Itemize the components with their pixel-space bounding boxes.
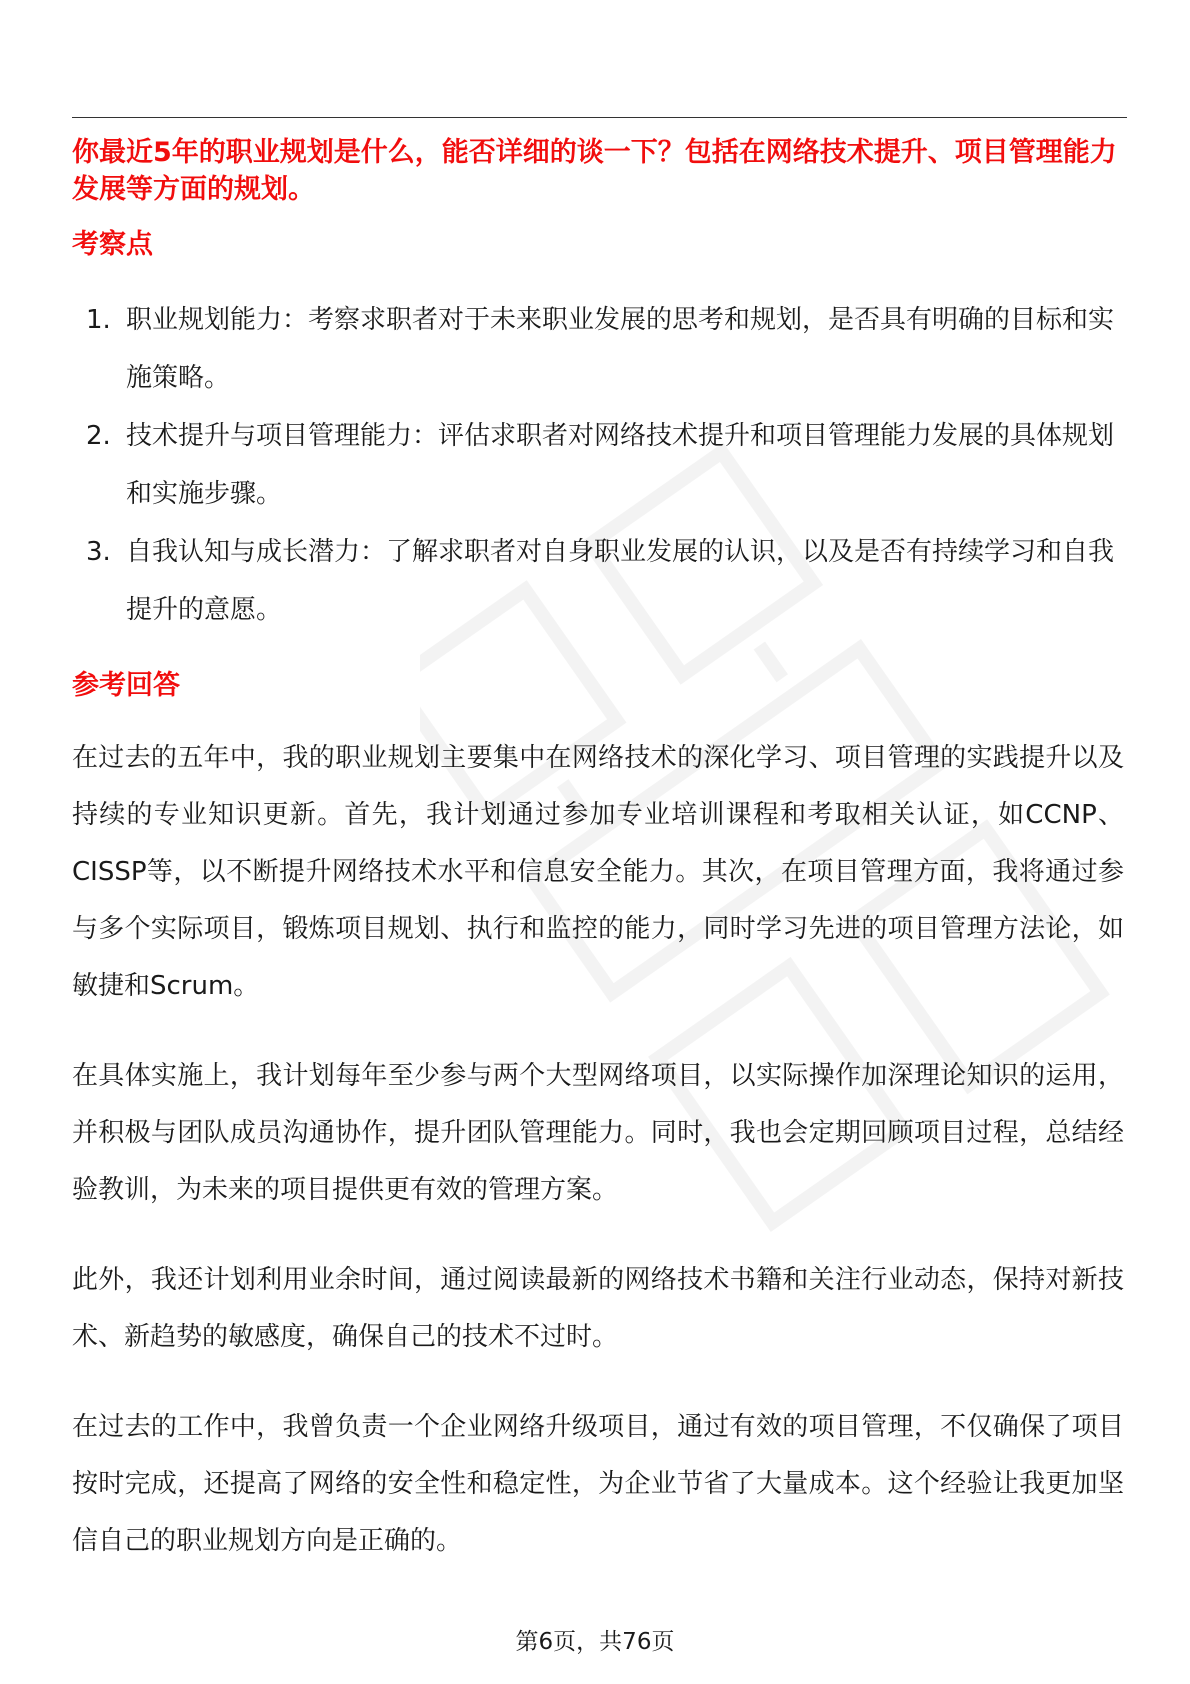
question-title: 你最近5年的职业规划是什么，能否详细的谈一下？包括在网络技术提升、项目管理能力发展等方面的规划。 <box>72 137 1117 205</box>
answer-paragraph: 在过去的五年中，我的职业规划主要集中在网络技术的深化学习、项目管理的实践提升以及持续的专业知识更新。首先，我计划通过参加专业培训课程和考取相关认证，如CCNP、CISSP等，以不断提升网络技术水平和信息安全能力。其次，在项目管理方面，我将通过参与多个实际项目，锻炼项目规划、执行和监控的能力，同时学习先进的项目管理方法论，如敏捷和Scrum。 <box>72 743 1124 1001</box>
list-item-text: 技术提升与项目管理能力：评估求职者对网络技术提升和项目管理能力发展的具体规划和实施步骤。 <box>126 421 1115 509</box>
header-divider <box>72 117 1127 118</box>
list-item-number: 2. <box>86 421 111 451</box>
list-item <box>72 291 1124 407</box>
list-item <box>72 523 1124 639</box>
answer-body <box>72 730 1124 1570</box>
page-content <box>72 134 1124 1603</box>
points-list <box>72 291 1124 639</box>
answer-paragraph: 在过去的工作中，我曾负责一个企业网络升级项目，通过有效的项目管理，不仅确保了项目按时完成，还提高了网络的安全性和稳定性，为企业节省了大量成本。这个经验让我更加坚信自己的职业规划方向是正确的。 <box>72 1412 1124 1556</box>
list-item <box>72 407 1124 523</box>
list-item-text: 自我认知与成长潜力：了解求职者对自身职业发展的认识，以及是否有持续学习和自我提升的意愿。 <box>126 537 1115 625</box>
list-item-number: 3. <box>86 537 111 567</box>
answer-paragraph: 在具体实施上，我计划每年至少参与两个大型网络项目，以实际操作加深理论知识的运用，并积极与团队成员沟通协作，提升团队管理能力。同时，我也会定期回顾项目过程，总结经验教训，为未来的项目提供更有效的管理方案。 <box>72 1061 1124 1205</box>
list-item-text: 职业规划能力：考察求职者对于未来职业发展的思考和规划，是否具有明确的目标和实施策略。 <box>126 305 1115 393</box>
page-number-footer: 第6页，共76页 <box>515 1629 675 1655</box>
points-heading: 考察点 <box>72 229 153 260</box>
answer-heading: 参考回答 <box>72 670 180 701</box>
answer-paragraph: 此外，我还计划利用业余时间，通过阅读最新的网络技术书籍和关注行业动态，保持对新技术、新趋势的敏感度，确保自己的技术不过时。 <box>72 1265 1124 1352</box>
list-item-number: 1. <box>86 305 111 335</box>
